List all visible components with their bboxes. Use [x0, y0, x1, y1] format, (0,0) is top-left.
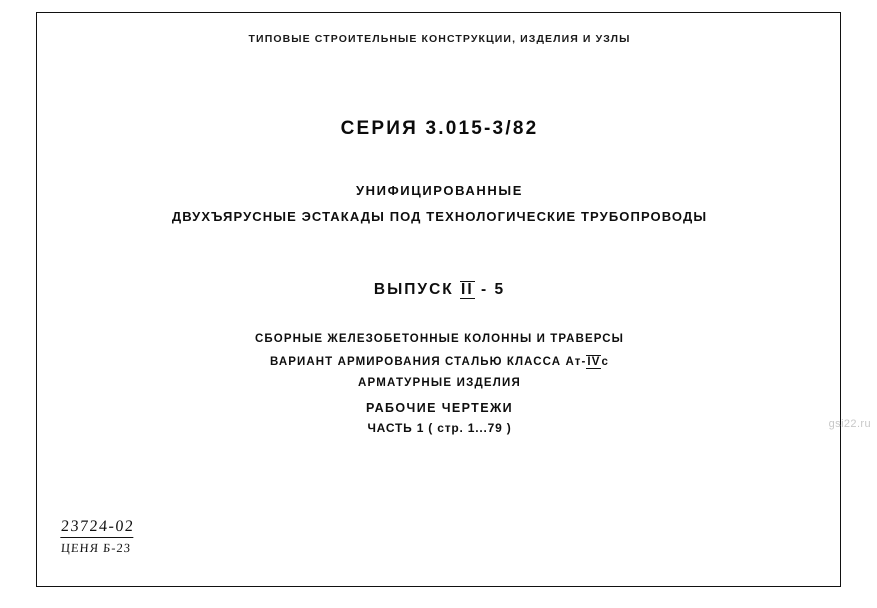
issue-suffix: - 5 [480, 281, 506, 298]
inventory-code-block [61, 518, 134, 556]
issue-roman-numeral: II [461, 281, 474, 298]
series-line [37, 118, 842, 140]
steel-class-roman: IV [587, 356, 601, 368]
subtitle-line-2 [37, 355, 842, 369]
watermark-text: gsi22.ru [828, 418, 871, 430]
series-separator: / [505, 118, 513, 139]
title-line-1: УНИФИЦИРОВАННЫЕ [355, 183, 523, 198]
inventory-number: 23724-02 [60, 518, 135, 538]
title-page-content [37, 13, 842, 588]
subtitle-line-5: ЧАСТЬ 1 ( стр. 1...79 ) [367, 421, 512, 435]
top-caption: ТИПОВЫЕ СТРОИТЕЛЬНЫЕ КОНСТРУКЦИИ, ИЗДЕЛИЯ И УЗЛЫ [248, 33, 631, 45]
steel-class-suffix: с [601, 356, 609, 368]
series-year: 82 [512, 118, 539, 139]
subtitle-line-4: РАБОЧИЕ ЧЕРТЕЖИ [365, 401, 514, 415]
steel-class-prefix: ВАРИАНТ АРМИРОВАНИЯ СТАЛЬЮ КЛАССА Ат- [270, 356, 587, 368]
title-line-2: ДВУХЪЯРУСНЫЕ ЭСТАКАДЫ ПОД ТЕХНОЛОГИЧЕСКИЕ ТРУБОПРОВОДЫ [171, 209, 708, 224]
series-label: СЕРИЯ 3.015-3 [340, 118, 506, 139]
page-border-frame [36, 12, 841, 587]
issue-line [37, 281, 842, 299]
subtitle-line-3: АРМАТУРНЫЕ ИЗДЕЛИЯ [358, 377, 521, 389]
subtitle-line-1: СБОРНЫЕ ЖЕЛЕЗОБЕТОННЫЕ КОЛОННЫ И ТРАВЕРСЫ [255, 333, 624, 345]
price-label: ЦЕНЯ Б-23 [60, 541, 132, 555]
issue-prefix: ВЫПУСК [373, 281, 454, 298]
